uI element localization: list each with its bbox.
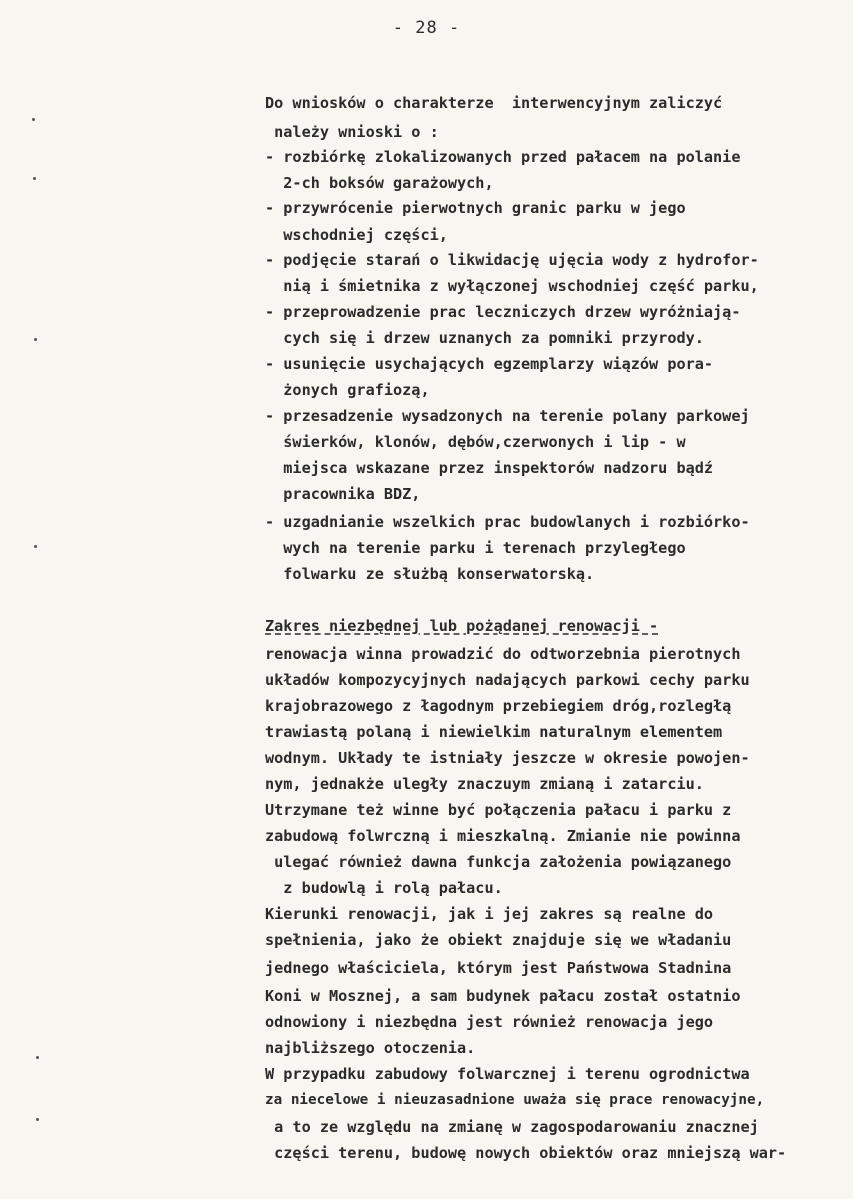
text-line: 2-ch boksów garażowych, bbox=[265, 174, 494, 192]
text-line: zabudową folwrczną i mieszkalną. Zmianie nie powinna bbox=[265, 827, 741, 845]
section-heading: Zakres niezbędnej lub pożądanej renowacji - bbox=[265, 617, 659, 635]
text-line: wschodniej części, bbox=[265, 226, 448, 244]
text-line: jednego właściciela, którym jest Państwowa Stadnina bbox=[265, 959, 732, 977]
text-line: za niecelowe i nieuzasadnione uważa się prace renowacyjne, bbox=[265, 1092, 765, 1108]
text-line: wych na terenie parku i terenach przyległego bbox=[265, 539, 686, 557]
margin-mark bbox=[36, 1056, 39, 1059]
margin-mark bbox=[33, 177, 36, 180]
text-line: ulegać również dawna funkcja założenia powiązanego bbox=[265, 853, 732, 871]
margin-mark bbox=[34, 338, 37, 341]
text-line: nią i śmietnika z wyłączonej wschodniej część parku, bbox=[265, 277, 759, 295]
text-line: - usunięcie usychających egzemplarzy wiązów pora- bbox=[265, 355, 714, 373]
text-line: wodnym. Układy te istniały jeszcze w okresie powojen- bbox=[265, 749, 750, 767]
text-line: Do wniosków o charakterze interwencyjnym zaliczyć bbox=[265, 94, 723, 112]
text-line: nym, jednakże uległy znaczuym zmianą i zatarciu. bbox=[265, 775, 704, 793]
text-line: żonych grafiozą, bbox=[265, 381, 430, 399]
margin-mark bbox=[36, 1118, 39, 1121]
text-line: krajobrazowego z łagodnym przebiegiem dróg,rozległą bbox=[265, 697, 732, 715]
text-line: najbliższego otoczenia. bbox=[265, 1039, 476, 1057]
page-number: - 28 - bbox=[392, 18, 461, 38]
text-line: świerków, klonów, dębów,czerwonych i lip - w bbox=[265, 433, 686, 451]
text-line: spełnienia, jako że obiekt znajduje się we władaniu bbox=[265, 931, 732, 949]
text-line: z budowlą i rolą pałacu. bbox=[265, 879, 503, 897]
text-line: renowacja winna prowadzić do odtworzebnia pierotnych bbox=[265, 645, 741, 663]
text-line: - przesadzenie wysadzonych na terenie polany parkowej bbox=[265, 407, 750, 425]
text-line: W przypadku zabudowy folwarcznej i terenu ogrodnictwa bbox=[265, 1065, 750, 1083]
text-line: pracownika BDZ, bbox=[265, 485, 421, 503]
text-line: folwarku ze służbą konserwatorską. bbox=[265, 565, 595, 583]
text-line: - podjęcie starań o likwidację ujęcia wody z hydrofor- bbox=[265, 251, 759, 269]
text-line: - przeprowadzenie prac leczniczych drzew wyróżniają- bbox=[265, 303, 741, 321]
text-line: a to ze względu na zmianę w zagospodarowaniu znacznej bbox=[265, 1118, 759, 1136]
text-line: odnowiony i niezbędna jest również renowacja jego bbox=[265, 1013, 714, 1031]
text-line: - przywrócenie pierwotnych granic parku w jego bbox=[265, 199, 686, 217]
text-line: Koni w Mosznej, a sam budynek pałacu został ostatnio bbox=[265, 987, 741, 1005]
text-line: - rozbiórkę zlokalizowanych przed pałacem na polanie bbox=[265, 148, 741, 166]
text-line: trawiastą polaną i niewielkim naturalnym elementem bbox=[265, 723, 723, 741]
text-line: części terenu, budowę nowych obiektów oraz mniejszą war- bbox=[265, 1144, 787, 1162]
margin-mark bbox=[32, 118, 35, 121]
text-line: - uzgadnianie wszelkich prac budowlanych i rozbiórko- bbox=[265, 513, 750, 531]
text-line: cych się i drzew uznanych za pomniki przyrody. bbox=[265, 329, 704, 347]
text-line: Kierunki renowacji, jak i jej zakres są realne do bbox=[265, 905, 714, 923]
text-line: należy wnioski o : bbox=[265, 123, 439, 141]
text-line: miejsca wskazane przez inspektorów nadzoru bądź bbox=[265, 459, 714, 477]
text-line: układów kompozycyjnych nadających parkowi cechy parku bbox=[265, 671, 750, 689]
margin-mark bbox=[34, 545, 37, 548]
text-line: Utrzymane też winne być połączenia pałacu i parku z bbox=[265, 801, 732, 819]
